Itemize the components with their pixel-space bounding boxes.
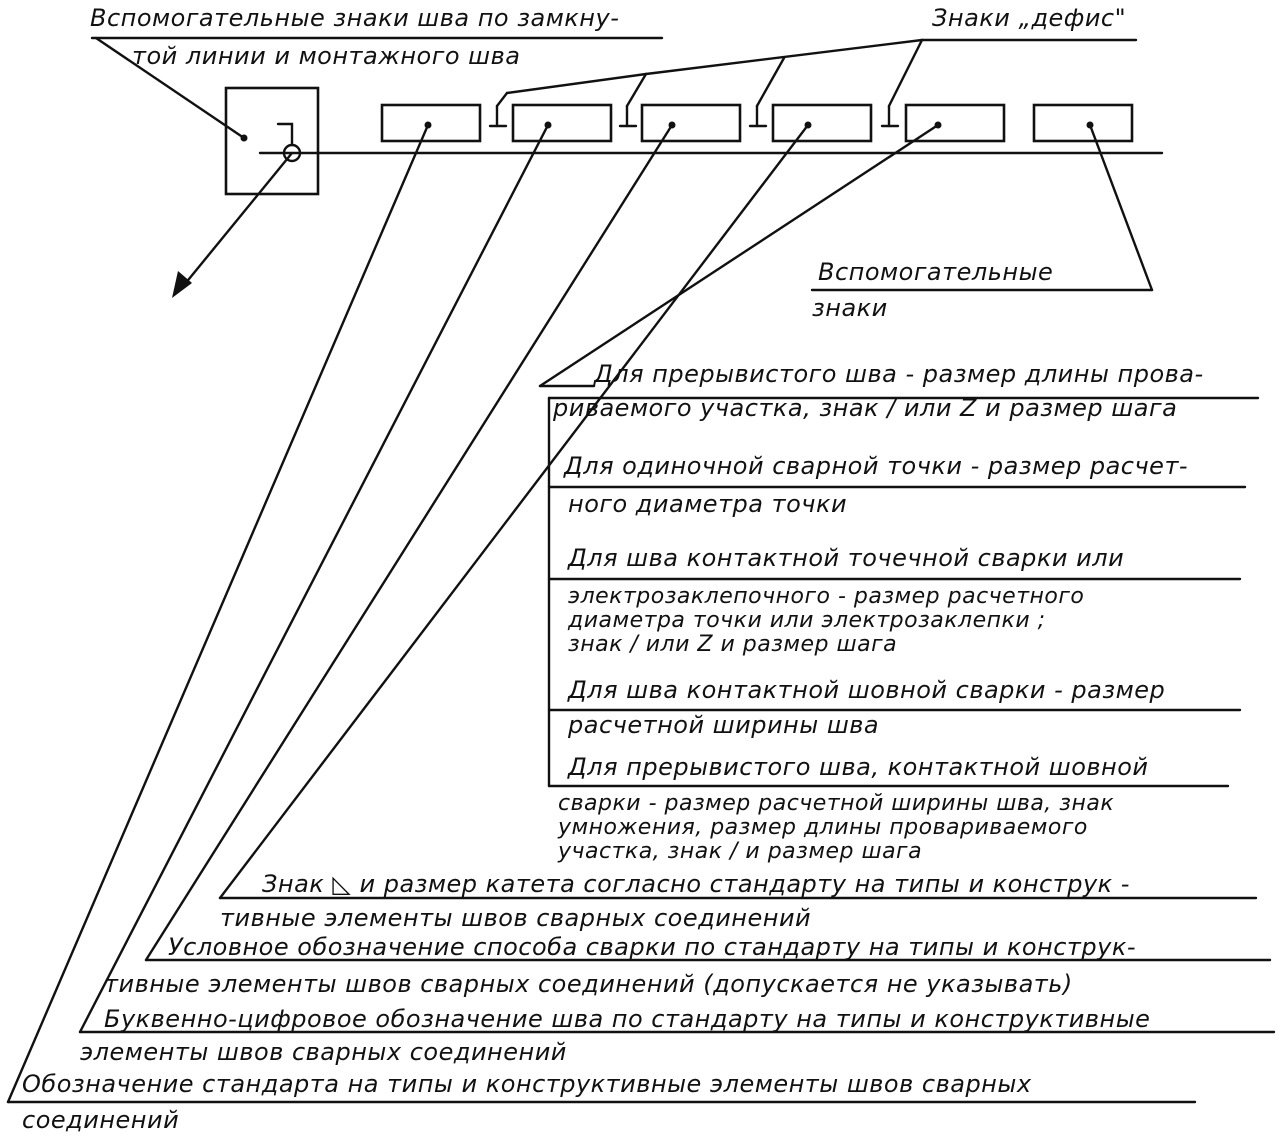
method-label-1: Условное обозначение способа сварки по стандарту на типы и конструк- bbox=[168, 933, 1136, 961]
alnum-label-1: Буквенно-цифровое обозначение шва по стандарту на типы и конструктивные bbox=[104, 1005, 1151, 1033]
alnum-label-2: элементы швов сварных соединений bbox=[80, 1038, 567, 1066]
symbol-box-1 bbox=[382, 105, 480, 141]
seam-weld-label-1: Для шва контактной шовной сварки - размер bbox=[568, 676, 1166, 704]
intermittent-label-1: Для прерывистого шва - размер длины прова- bbox=[594, 360, 1204, 388]
intermittent-seam-label-4: участка, знак / и размер шага bbox=[558, 839, 923, 864]
symbol-box-2 bbox=[513, 105, 611, 141]
hyphen-signs-label: Знаки „дефис" bbox=[932, 4, 1127, 32]
single-spot-label-2: ного диаметра точки bbox=[568, 490, 848, 518]
contact-spot-label-2: электрозаклепочного - размер расчетного bbox=[568, 584, 1085, 609]
symbol-box-4 bbox=[773, 105, 871, 141]
top-labels bbox=[90, 4, 1136, 142]
hyphen-marks bbox=[490, 40, 922, 126]
seam-weld-label-2: расчетной ширины шва bbox=[568, 711, 880, 739]
bracket-feeder-line bbox=[540, 125, 938, 386]
hyphen-leader-3 bbox=[757, 58, 784, 106]
hyphen-leader-2 bbox=[627, 74, 646, 106]
intermittent-seam-label-2: сварки - размер расчетной ширины шва, знак bbox=[558, 791, 1115, 816]
contact-spot-label-1: Для шва контактной точечной сварки или bbox=[568, 544, 1125, 572]
hyphen-leader-4 bbox=[889, 40, 922, 106]
hyphen-connector-line bbox=[507, 74, 646, 93]
mounting-weld-flag-icon bbox=[278, 124, 292, 145]
aux-signs-leader bbox=[1090, 125, 1152, 290]
leg-label-2: тивные элементы швов сварных соединений bbox=[220, 904, 812, 932]
aux-closed-line-label-1: Вспомогательные знаки шва по замкну- bbox=[90, 4, 620, 32]
contact-spot-label-4: знак / или Z и размер шага bbox=[568, 632, 898, 657]
single-spot-label-1: Для одиночной сварной точки - размер расчет- bbox=[564, 452, 1189, 480]
aux-signs-label-2: знаки bbox=[812, 294, 888, 322]
aux-signs bbox=[812, 125, 1152, 322]
hyphen-leader-1 bbox=[497, 93, 507, 106]
size-options-bracket bbox=[540, 125, 1258, 864]
intermittent-seam-label-3: умножения, размер длины провариваемого bbox=[558, 815, 1088, 840]
intermittent-label-2: риваемого участка, знак / или Z и размер шага bbox=[553, 394, 1178, 422]
aux-frame-dot bbox=[241, 135, 248, 142]
intermittent-seam-label-1: Для прерывистого шва, контактной шовной bbox=[568, 753, 1149, 781]
standard-label-1: Обозначение стандарта на типы и конструктивные элементы швов сварных bbox=[22, 1070, 1032, 1098]
aux-closed-line-label-2: той линии и монтажного шва bbox=[132, 42, 521, 70]
leg-label-1: Знак ◺ и размер катета согласно стандарту на типы и конструк - bbox=[262, 870, 1130, 898]
leader-arrow-head-icon bbox=[172, 271, 192, 298]
contact-spot-label-3: диаметра точки или электрозаклепки ; bbox=[568, 608, 1046, 633]
aux-signs-label-1: Вспомогательные bbox=[818, 258, 1054, 286]
method-label-2: тивные элементы швов сварных соединений (допускается не указывать) bbox=[104, 970, 1073, 998]
symbol-box-6 bbox=[1034, 105, 1132, 141]
standard-label-2: соединений bbox=[22, 1106, 180, 1134]
symbol-box-3 bbox=[642, 105, 740, 141]
leader-arrow-line bbox=[180, 153, 292, 290]
